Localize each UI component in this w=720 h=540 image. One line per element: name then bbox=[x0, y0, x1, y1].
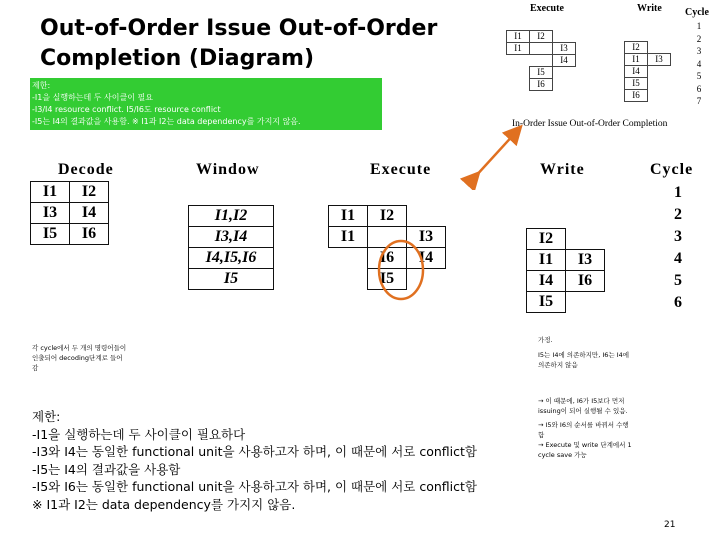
page-number: 21 bbox=[664, 520, 676, 530]
cell: I2 bbox=[70, 182, 109, 203]
constraint-summary-box bbox=[30, 78, 382, 130]
cycle-number: 5 bbox=[696, 71, 702, 81]
note-line: cycle save 가능 bbox=[538, 451, 587, 459]
cell: I5 bbox=[368, 269, 407, 290]
cycle-number: 6 bbox=[696, 83, 702, 94]
note-line: I5는 I4에 의존하지만, I6는 I4에 bbox=[538, 351, 630, 359]
cell: I3 bbox=[31, 203, 70, 224]
cycle-number: 2 bbox=[674, 206, 682, 223]
cell: I5 bbox=[527, 292, 566, 313]
write-table bbox=[526, 228, 605, 313]
cell: I1 bbox=[507, 43, 530, 55]
cell: I3 bbox=[566, 250, 605, 271]
cycle-number: 2 bbox=[696, 33, 702, 44]
constraint-line: ※ I1과 I2는 data dependency를 가지지 않음. bbox=[32, 496, 296, 512]
note-line: 함 bbox=[538, 431, 545, 439]
cell: I1 bbox=[507, 31, 530, 43]
note-line: 의존하지 않음 bbox=[538, 361, 578, 369]
note-line: → Execute 및 write 단계에서 1 bbox=[538, 441, 632, 449]
cycle-number: 3 bbox=[696, 46, 702, 56]
constraint-summary-line: -I5는 I4의 결과값을 사용함. ※ I1과 I2는 data dependency를 가지지 않음. bbox=[32, 117, 301, 126]
cell: I3 bbox=[648, 54, 671, 66]
slide-title: Out-of-Order Issue Out-of-Order Completion (Diagram) bbox=[40, 16, 438, 71]
small-diagram-caption: In-Order Issue Out-of-Order Completion bbox=[512, 119, 668, 129]
cell: I5 bbox=[625, 78, 648, 90]
cell: I2 bbox=[625, 42, 648, 54]
cell: I5 bbox=[31, 224, 70, 245]
cycle-number: 5 bbox=[674, 272, 682, 289]
decode-header: Decode bbox=[58, 161, 114, 178]
note-line: 가정. bbox=[538, 336, 553, 344]
small-execute-header: Execute bbox=[530, 3, 564, 14]
note-line: 감 bbox=[32, 364, 39, 372]
assumption-note bbox=[538, 335, 629, 370]
cycle-column bbox=[668, 182, 688, 314]
cell: I6 bbox=[368, 248, 407, 269]
consequence-note bbox=[538, 396, 632, 460]
cell bbox=[530, 43, 553, 55]
cell: I1,I2 bbox=[189, 206, 274, 227]
decode-table bbox=[30, 181, 109, 245]
small-write-header: Write bbox=[637, 3, 662, 14]
constraint-line: -I5는 I4의 결과값을 사용함 bbox=[32, 461, 181, 477]
cell: I2 bbox=[527, 229, 566, 250]
window-header: Window bbox=[196, 161, 260, 178]
cell: I1 bbox=[329, 206, 368, 227]
cell: I6 bbox=[530, 79, 553, 91]
fetch-note bbox=[32, 343, 126, 373]
cell: I5 bbox=[530, 67, 553, 79]
cell: I4,I5,I6 bbox=[189, 248, 274, 269]
cycle-header: Cycle bbox=[650, 161, 694, 178]
cell: I4 bbox=[625, 66, 648, 78]
cell: I6 bbox=[625, 90, 648, 102]
cell: I1 bbox=[329, 227, 368, 248]
cell: I4 bbox=[527, 271, 566, 292]
cycle-number: 4 bbox=[696, 58, 702, 69]
cycle-number: 1 bbox=[674, 184, 682, 201]
constraint-line: -I5와 I6는 동일한 functional unit을 사용하고자 하며, 이 때문에 서로 conflict함 bbox=[32, 479, 477, 494]
double-arrow-icon bbox=[460, 120, 530, 190]
note-line: → I5와 I6의 순서를 바꿔서 수행 bbox=[538, 421, 629, 429]
window-table bbox=[188, 205, 274, 290]
execute-header: Execute bbox=[370, 161, 432, 178]
cell: I1 bbox=[527, 250, 566, 271]
small-cycle-column bbox=[692, 20, 706, 108]
small-cycle-header: Cycle bbox=[685, 7, 709, 18]
cell: I1 bbox=[625, 54, 648, 66]
write-header: Write bbox=[540, 161, 585, 178]
note-line: 인출되어 decoding단계로 들어 bbox=[32, 354, 123, 362]
cell: I5 bbox=[189, 269, 274, 290]
cycle-number: 3 bbox=[674, 228, 682, 245]
cell: I1 bbox=[31, 182, 70, 203]
small-execute-table bbox=[506, 30, 576, 91]
cell: I3 bbox=[407, 227, 446, 248]
constraints-heading: 제한: bbox=[32, 409, 61, 424]
small-write-table bbox=[624, 30, 671, 102]
constraint-summary-line: -I3/I4 resource conflict. I5/I6도 resource conflict bbox=[32, 105, 221, 114]
cell: I2 bbox=[530, 31, 553, 43]
highlight-oval bbox=[376, 238, 426, 302]
cell: I6 bbox=[566, 271, 605, 292]
constraint-summary-heading: 제한: bbox=[32, 81, 51, 90]
cycle-number: 7 bbox=[696, 96, 702, 106]
note-line: → 이 때문에, I6가 I5보다 먼저 bbox=[538, 397, 625, 405]
constraint-summary-line: -I1을 실행하는데 두 사이클이 필요 bbox=[32, 93, 153, 102]
constraints-text bbox=[32, 408, 477, 513]
cell: I6 bbox=[70, 224, 109, 245]
cell: I3 bbox=[553, 43, 576, 55]
cell: I2 bbox=[368, 206, 407, 227]
cell: I4 bbox=[407, 248, 446, 269]
cell: I3,I4 bbox=[189, 227, 274, 248]
constraint-line: -I1을 실행하는데 두 사이클이 필요하다 bbox=[32, 426, 246, 442]
cycle-number: 4 bbox=[674, 250, 682, 267]
note-line: issuing이 되어 실행될 수 있음. bbox=[538, 407, 628, 415]
note-line: 각 cycle에서 두 개의 명령어들이 bbox=[32, 344, 127, 352]
cell: I4 bbox=[553, 55, 576, 67]
cycle-number: 6 bbox=[674, 294, 682, 311]
cycle-number: 1 bbox=[696, 21, 702, 31]
cell: I4 bbox=[70, 203, 109, 224]
constraint-line: -I3와 I4는 동일한 functional unit을 사용하고자 하며, 이 때문에 서로 conflict함 bbox=[32, 444, 477, 459]
